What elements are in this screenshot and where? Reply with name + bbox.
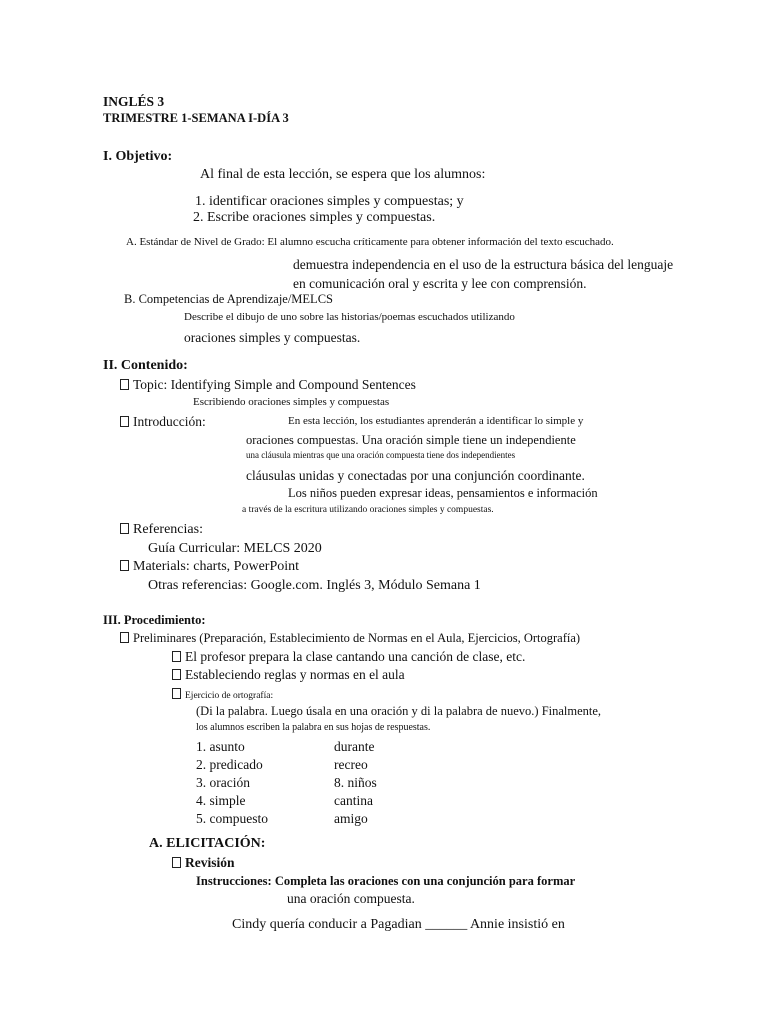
introduction-label: Introducción: bbox=[133, 414, 206, 429]
elicitation-heading: A. ELICITACIÓN: bbox=[149, 836, 266, 851]
competencies-b-line-1: B. Competencias de Aprendizaje/MELCS bbox=[124, 292, 333, 306]
spelling-word: 8. niños bbox=[334, 775, 377, 790]
references-label: Referencias: bbox=[133, 522, 203, 537]
checkbox-icon bbox=[120, 560, 129, 571]
introduction-line-6: a través de la escritura utilizando oraciones simples y compuestas. bbox=[242, 505, 494, 515]
checkbox-icon bbox=[120, 632, 129, 643]
checkbox-icon bbox=[172, 651, 181, 662]
preliminaries-text: Preliminares (Preparación, Establecimiento de Normas en el Aula, Ejercicios, Ortografía) bbox=[133, 631, 581, 645]
document-title: INGLÉS 3 bbox=[103, 94, 165, 109]
competencies-b-line-2: Describe el dibujo de uno sobre las historias/poemas escuchados utilizando bbox=[184, 311, 515, 323]
checkbox-icon bbox=[172, 688, 181, 699]
checkbox-icon bbox=[172, 857, 181, 868]
spelling-instruction-2: los alumnos escriben la palabra en sus hojas de respuestas. bbox=[196, 722, 431, 733]
spelling-word: 5. compuesto bbox=[196, 811, 268, 826]
step-2-text: Estableciendo reglas y normas en el aula bbox=[185, 667, 405, 682]
checkbox-icon bbox=[172, 669, 181, 680]
standard-a-line-1: A. Estándar de Nivel de Grado: El alumno escucha críticamente para obtener información del texto escuchado. bbox=[126, 236, 614, 248]
objective-heading: I. Objetivo: bbox=[103, 149, 173, 164]
spelling-word: 1. asunto bbox=[196, 739, 245, 754]
objective-item-1: 1. identificar oraciones simples y compuestas; y bbox=[195, 194, 464, 209]
step-2 bbox=[172, 667, 405, 683]
curriculum-guide: Guía Curricular: MELCS 2020 bbox=[148, 541, 322, 556]
checkbox-icon bbox=[120, 416, 129, 427]
step-3 bbox=[172, 688, 273, 702]
spelling-word: 3. oración bbox=[196, 775, 250, 790]
spelling-instruction-1: (Di la palabra. Luego úsala en una oración y di la palabra de nuevo.) Finalmente, bbox=[196, 704, 602, 718]
instructions-rest: una oración compuesta. bbox=[287, 891, 415, 906]
instructions-bold: Instrucciones: Completa las oraciones con una conjunción para formar bbox=[196, 874, 576, 888]
procedure-heading: III. Procedimiento: bbox=[103, 613, 206, 627]
checkbox-icon bbox=[120, 523, 129, 534]
document-subtitle: TRIMESTRE 1-SEMANA I-DÍA 3 bbox=[103, 111, 289, 125]
objective-intro: Al final de esta lección, se espera que los alumnos: bbox=[200, 167, 486, 182]
exercise-sentence: Cindy quería conducir a Pagadian ______ Annie insistió en bbox=[232, 917, 565, 932]
checkbox-icon bbox=[120, 379, 129, 390]
objective-item-2: 2. Escribe oraciones simples y compuestas. bbox=[193, 210, 436, 225]
spelling-word: 4. simple bbox=[196, 793, 246, 808]
content-heading: II. Contenido: bbox=[103, 358, 188, 373]
step-1 bbox=[172, 649, 525, 665]
spelling-word: 2. predicado bbox=[196, 757, 263, 772]
standard-a-line-2: demuestra independencia en el uso de la estructura básica del lenguaje bbox=[293, 257, 674, 272]
review-line bbox=[172, 855, 235, 871]
competencies-b-line-3: oraciones simples y compuestas. bbox=[184, 330, 361, 345]
other-references: Otras referencias: Google.com. Inglés 3, Módulo Semana 1 bbox=[148, 578, 481, 593]
spelling-word: cantina bbox=[334, 793, 373, 808]
standard-a-line-3: en comunicación oral y escrita y lee con comprensión. bbox=[293, 276, 587, 291]
preliminaries-line bbox=[120, 631, 580, 645]
topic-line bbox=[120, 377, 416, 393]
spelling-word: amigo bbox=[334, 811, 368, 826]
introduction-line-5: Los niños pueden expresar ideas, pensamientos e información bbox=[288, 486, 598, 500]
topic-text: Topic: Identifying Simple and Compound Sentences bbox=[133, 377, 416, 392]
step-1-text: El profesor prepara la clase cantando una canción de clase, etc. bbox=[185, 649, 526, 664]
materials-text: Materials: charts, PowerPoint bbox=[133, 559, 300, 574]
introduction-line-4: cláusulas unidas y conectadas por una conjunción coordinante. bbox=[246, 468, 585, 483]
step-3-text: Ejercicio de ortografía: bbox=[185, 691, 274, 701]
materials-line bbox=[120, 559, 299, 575]
spelling-word: recreo bbox=[334, 757, 368, 772]
introduction-line-3: una cláusula mientras que una oración compuesta tiene dos independientes bbox=[246, 450, 516, 460]
review-label: Revisión bbox=[185, 855, 235, 870]
introduction-label-line bbox=[120, 414, 206, 430]
introduction-line-2: oraciones compuestas. Una oración simple tiene un independiente bbox=[246, 433, 576, 447]
introduction-line-1: En esta lección, los estudiantes aprenderán a identificar lo simple y bbox=[288, 415, 584, 427]
spelling-word: durante bbox=[334, 739, 375, 754]
topic-subtitle: Escribiendo oraciones simples y compuestas bbox=[193, 396, 390, 408]
references-label-line bbox=[120, 522, 203, 538]
